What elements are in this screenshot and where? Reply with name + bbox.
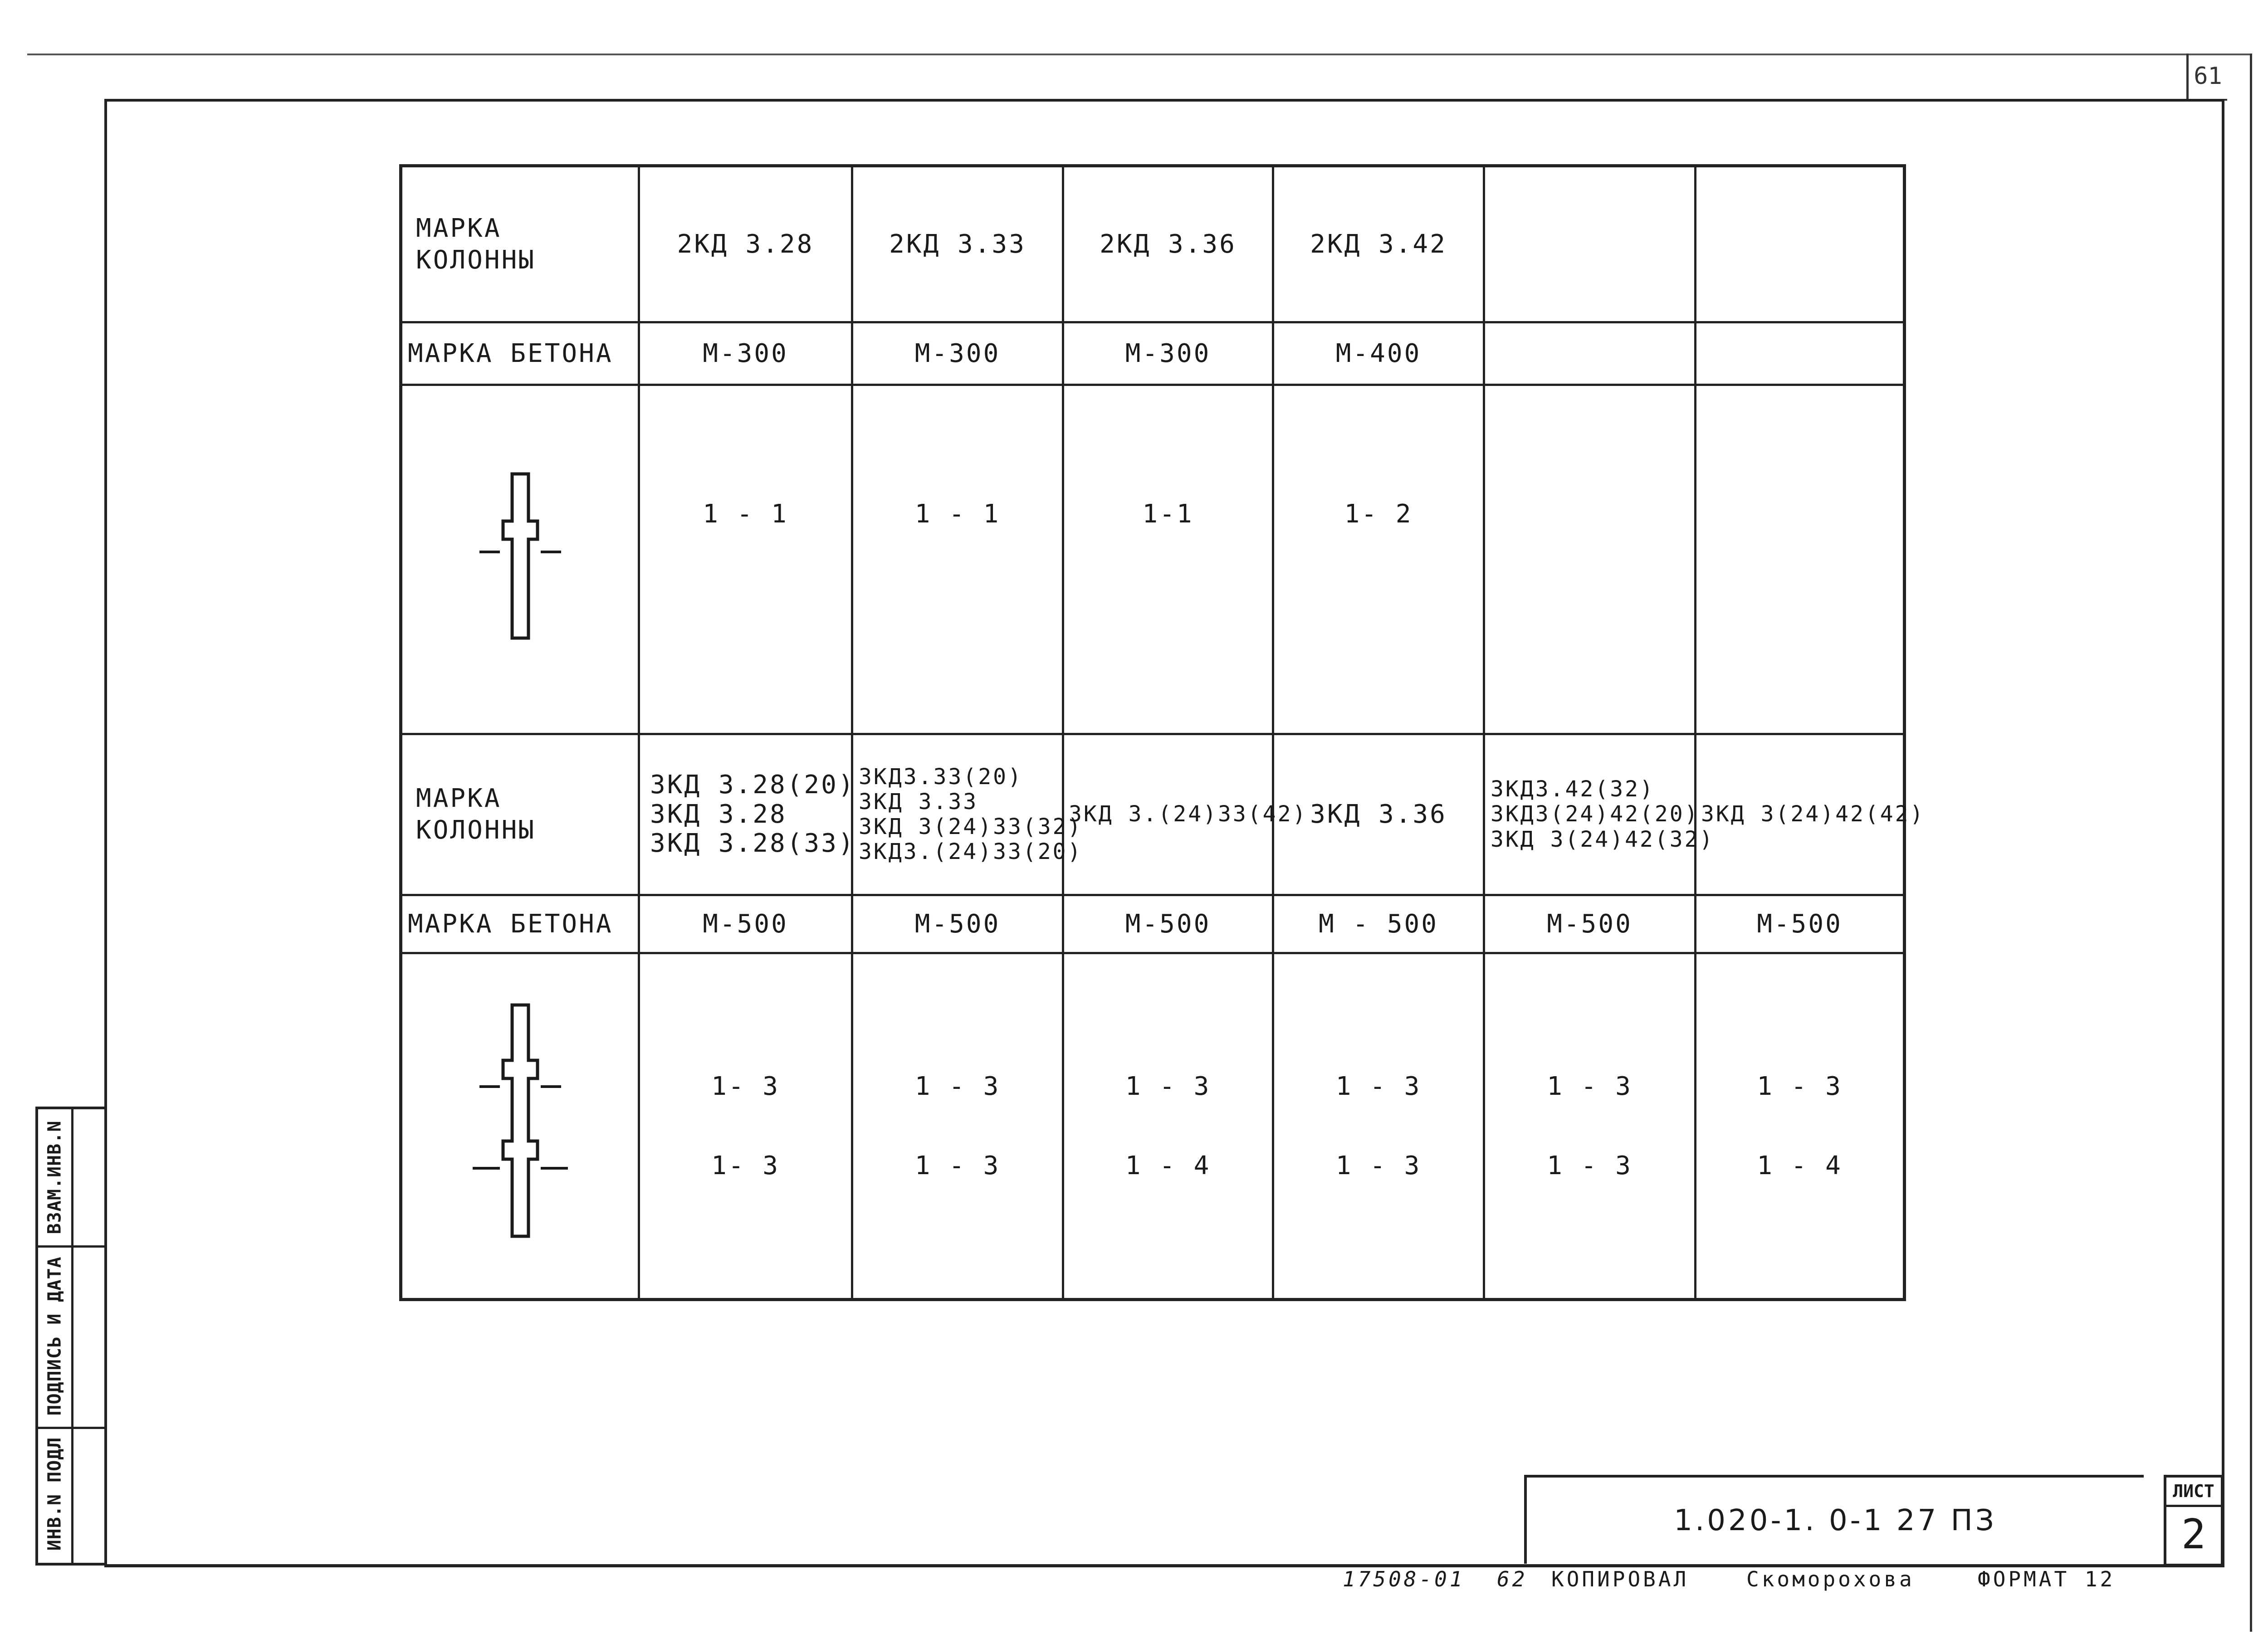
table-cell: [1696, 385, 1905, 734]
table-cell: 1 - 3 1 - 4: [1696, 953, 1905, 1300]
stamp-inv-podl: ИНВ.N ПОДЛ: [44, 1437, 65, 1551]
top-border-line: [27, 54, 2250, 55]
footer-num: 62: [1497, 1567, 1528, 1591]
table-cell: [1696, 166, 1905, 322]
table-cell: 1 - 1: [639, 385, 852, 734]
table-cell: [1696, 322, 1905, 385]
table-cell: 3КД 3.36: [1273, 734, 1484, 895]
stamp-vzam-inv: ВЗАМ.ИНВ.N: [44, 1120, 65, 1234]
side-stamp: [35, 1107, 107, 1566]
table-cell: 1 - 1: [852, 385, 1063, 734]
table-cell: 3КД 3(24)42(42): [1696, 734, 1905, 895]
column-section-single-icon: [466, 461, 575, 652]
table-cell: 3КД3.33(20) 3КД 3.33 3КД 3(24)33(32) 3КД3.(24)33(20): [852, 734, 1063, 895]
table-cell: 1- 2: [1273, 385, 1484, 734]
footer-format: ФОРМАТ 12: [1978, 1567, 2116, 1591]
header-beton-bottom: МАРКА БЕТОНА: [401, 895, 639, 953]
sheet-label: ЛИСТ: [2166, 1478, 2221, 1507]
table-cell: 3КД 3.28(20) 3КД 3.28 3КД 3.28(33): [639, 734, 852, 895]
table-cell: [1484, 166, 1696, 322]
table-cell: М - 500: [1273, 895, 1484, 953]
table-cell: 2КД 3.28: [639, 166, 852, 322]
table-row-bottom-sections: [401, 953, 1905, 1300]
table-cell: 2КД 3.36: [1063, 166, 1273, 322]
header-beton-top: МАРКА БЕТОНА: [401, 322, 639, 385]
header-column-mark-bottom: МАРКА КОЛОННЫ: [401, 734, 639, 895]
column-sketch-cell-top: [401, 385, 639, 734]
table-cell: М-400: [1273, 322, 1484, 385]
stamp-podpis-data: ПОДПИСЬ И ДАТА: [44, 1256, 65, 1416]
footer-name: Скоморохова: [1746, 1567, 1915, 1591]
document-number: 1.020-1. 0-1 27 ПЗ: [1524, 1475, 2144, 1564]
table-row-top-sections: [401, 385, 1905, 734]
table-cell: М-300: [852, 322, 1063, 385]
table-cell: М-500: [852, 895, 1063, 953]
table-cell: 3КД 3.(24)33(42): [1063, 734, 1273, 895]
column-marks-table: [399, 164, 1925, 1301]
footer-copied: КОПИРОВАЛ: [1551, 1567, 1689, 1591]
table-cell: М-500: [1063, 895, 1273, 953]
table-cell: 1- 3 1- 3: [639, 953, 852, 1300]
table-cell: 2КД 3.42: [1273, 166, 1484, 322]
header-column-mark-top: МАРКА КОЛОННЫ: [401, 166, 639, 322]
table-cell: 1 - 3 1 - 4: [1063, 953, 1273, 1300]
table-cell: 1-1: [1063, 385, 1273, 734]
table-cell: М-500: [1484, 895, 1696, 953]
table-cell: 3КД3.42(32) 3КД3(24)42(20) 3КД 3(24)42(32): [1484, 734, 1696, 895]
table-row-top-beton: [401, 322, 1905, 385]
sheet-number: 2: [2181, 1511, 2206, 1558]
table-cell: 1 - 3 1 - 3: [1484, 953, 1696, 1300]
table-cell: 1 - 3 1 - 3: [1273, 953, 1484, 1300]
table-cell: [1484, 385, 1696, 734]
table-row-bottom-beton: [401, 895, 1905, 953]
footer-order: 17508-01: [1343, 1567, 1465, 1591]
table-cell: 1 - 3 1 - 3: [852, 953, 1063, 1300]
table-cell: [1484, 322, 1696, 385]
table-row-top-marks: [401, 166, 1905, 322]
column-sketch-cell-bottom: [401, 953, 639, 1300]
table-cell: М-500: [1696, 895, 1905, 953]
table-cell: М-300: [1063, 322, 1273, 385]
table-cell: 2КД 3.33: [852, 166, 1063, 322]
table-row-bottom-marks: [401, 734, 1905, 895]
sheet-number-box: [2164, 1475, 2224, 1566]
table-cell: М-300: [639, 322, 852, 385]
right-edge-line: [2250, 54, 2252, 1632]
column-section-double-icon: [461, 996, 579, 1250]
table-cell: М-500: [639, 895, 852, 953]
corner-sheet-number: 61: [2186, 54, 2227, 101]
